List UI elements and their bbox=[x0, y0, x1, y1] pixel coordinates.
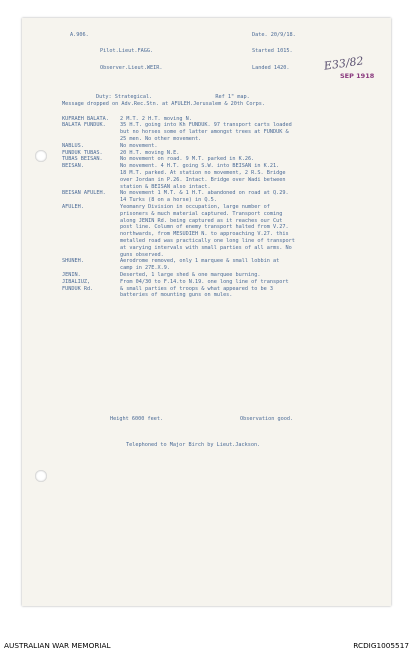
entry-text: No movement. 4 H.T. going S.W. into BEISAN in K.21. 18 M.T. parked. At station no movement, 2 R.S. Bridge over Jordan in P.26. Intact. Bridge over Wadi between station & BEISAN also intact. bbox=[120, 163, 286, 190]
report-date: Date. 20/9/18. bbox=[252, 32, 296, 38]
entry-place: AFULEH. bbox=[62, 203, 84, 210]
entry-place: TUBAS BEISAN. bbox=[62, 156, 103, 163]
entry-text: Deserted, 1 large shed & one marquee burning. From 04/30 to F.14.to N.19. one long line of transport & small parties of troops & what appeared to be 3 batteries of mounting guns on mules. bbox=[120, 271, 289, 299]
entry-text: Aerodrome removed, only 1 marquee & small lobbin at camp in 27E.X.9. bbox=[120, 258, 280, 272]
entry-place: BEISAN AFULEH. bbox=[62, 190, 106, 197]
entry-place: BALATA FUNDUK. bbox=[62, 122, 106, 129]
entry-text: Yeomanry Division in occupation, large number of prisoners & much material captured. Transport coming along JENIN Rd. being captured as it reaches our Cut post line. Column of enemy transport halted from V.27. northwards, from MESUDIEH N. to approaching V.27. this metalled road was practically one long line of transport at varying intervals with small parties of all arms. No guns observed. bbox=[120, 203, 295, 258]
report-entry bbox=[62, 204, 381, 258]
punch-hole bbox=[35, 150, 47, 162]
observation-entries bbox=[62, 116, 381, 300]
institution-name: AUSTRALIAN WAR MEMORIAL bbox=[4, 641, 111, 650]
entry-text: No movement 1 M.T. & 1 H.T. abandoned on road at Q.29. 14 Turks (8 on a horse) in Q.5. bbox=[120, 190, 289, 204]
entry-place: SHUNEH. bbox=[62, 258, 84, 265]
entry-place: FUNDUK TUBAS. bbox=[62, 149, 103, 156]
document-sheet bbox=[22, 18, 391, 606]
punch-hole bbox=[35, 470, 47, 482]
telephoned-line: Telephoned to Major Birch by Lieut.Jackson. bbox=[126, 442, 261, 448]
observation-line: Observation good. bbox=[240, 416, 294, 422]
record-id: RCDIG1005517 bbox=[353, 641, 409, 650]
observer-line: Observer.Lieut.WEIR. bbox=[100, 65, 163, 71]
handwritten-reference: E33/82 bbox=[323, 54, 365, 73]
started-time: Started 1015. bbox=[252, 48, 293, 54]
report-body bbox=[62, 24, 381, 448]
duty-section bbox=[62, 94, 381, 108]
height-line: Height 6000 feet. bbox=[110, 416, 164, 422]
report-entry bbox=[62, 258, 381, 272]
report-entry bbox=[62, 272, 381, 299]
report-entry bbox=[62, 163, 381, 190]
entry-text: No movement on road. 9 M.T. parked in K.26. bbox=[120, 156, 255, 163]
entry-place: BEISAN. bbox=[62, 163, 84, 170]
pilot-line: Pilot.Lieut.FAGG. bbox=[100, 48, 154, 54]
entry-text: 2 M.T. 2 H.T. moving N. bbox=[120, 115, 192, 122]
duty-line: Duty: Strategical. bbox=[96, 94, 153, 100]
date-stamp: SEP 1918 bbox=[340, 72, 375, 80]
report-entry bbox=[62, 116, 381, 123]
landed-time: Landed 1420. bbox=[252, 65, 290, 71]
entry-text: 35 H.T. going into Kh FUNDUK. 97 transport carts loaded but no horses some of latter amongst trees at FUNDUK & 25 men. No other movement. bbox=[120, 122, 292, 142]
entry-place: JENIN. JIBALIUZ, FUNDUK Rd. bbox=[62, 271, 94, 292]
report-entry bbox=[62, 156, 381, 163]
entry-text: 20 H.T. moving N.E. bbox=[120, 149, 180, 156]
entry-place: KUFRAEH BALATA. bbox=[62, 115, 109, 122]
message-line: Message dropped on Adv.Rec.Stn. at AFULEH.Jerusalem & 20th Corps. bbox=[62, 100, 266, 107]
report-entry bbox=[62, 150, 381, 157]
report-entry bbox=[62, 190, 381, 204]
archive-caption-bar bbox=[0, 621, 414, 654]
entry-place: NABLUS. bbox=[62, 142, 84, 149]
entry-text: No movement. bbox=[120, 142, 158, 149]
report-entry bbox=[62, 122, 381, 142]
report-entry bbox=[62, 143, 381, 150]
map-reference: Ref 1" map. bbox=[215, 94, 250, 100]
report-number: A.906. bbox=[70, 32, 89, 38]
